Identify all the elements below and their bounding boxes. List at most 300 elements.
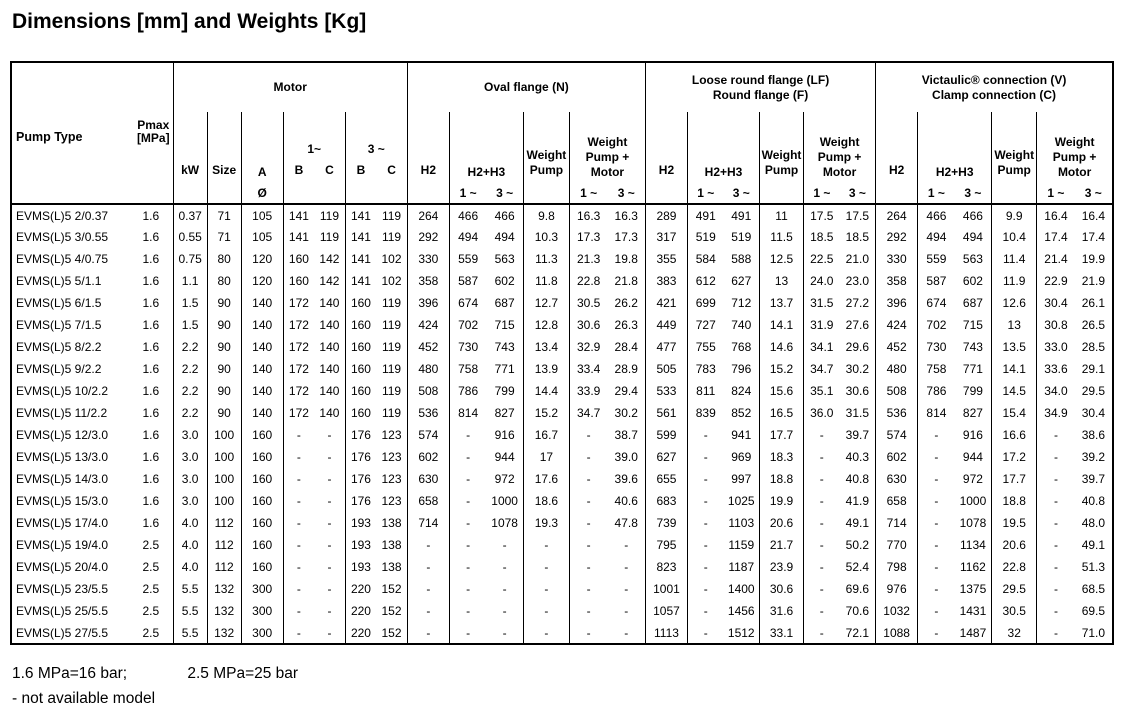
value-cell: 138	[376, 512, 407, 534]
value-cell: 35.1	[810, 384, 834, 398]
value-cell: 587	[926, 274, 947, 288]
value-cell: 1001	[645, 578, 687, 600]
value-cell: 30.2	[607, 402, 645, 424]
value-cell: 30.4	[1044, 296, 1068, 310]
value-cell: 22.9	[1044, 274, 1068, 288]
value-cell: 33.1	[760, 622, 804, 644]
value-cell: 27.6	[840, 314, 876, 336]
value-cell: 141	[350, 252, 371, 266]
value-cell: 599	[645, 424, 687, 446]
value-cell: 119	[376, 358, 407, 380]
value-cell: 1025	[724, 490, 760, 512]
value-cell: 1159	[724, 534, 760, 556]
value-cell: -	[934, 428, 939, 442]
col-header-weight-pump-lf: Weight Pump	[760, 112, 804, 204]
value-cell: 770	[876, 534, 918, 556]
table-row	[11, 380, 1113, 402]
value-cell: 758	[926, 362, 947, 376]
value-cell: 839	[695, 406, 716, 420]
value-cell: -	[934, 538, 939, 552]
value-cell: -	[466, 516, 471, 530]
value-cell: 740	[724, 314, 760, 336]
value-cell: -	[296, 428, 301, 442]
value-cell: -	[523, 556, 569, 578]
value-cell: 22.5	[810, 252, 834, 266]
pump-type-cell: EVMS(L)5 15/3.0	[16, 494, 109, 508]
oval-flange-group-header: Oval flange (N)	[407, 62, 645, 112]
value-cell: -	[586, 625, 591, 640]
value-cell: 602	[955, 270, 992, 292]
value-cell: 494	[955, 226, 992, 248]
value-cell: 799	[955, 380, 992, 402]
value-cell: 1.6	[129, 248, 173, 270]
value-cell: 11.5	[760, 226, 804, 248]
value-cell: -	[819, 428, 824, 442]
value-cell: 140	[314, 402, 345, 424]
value-cell: 220	[350, 604, 371, 618]
value-cell: 40.6	[607, 490, 645, 512]
value-cell: 15.6	[760, 380, 804, 402]
value-cell: 561	[645, 402, 687, 424]
value-cell: 264	[876, 204, 918, 226]
value-cell: 827	[955, 402, 992, 424]
value-cell: 16.3	[607, 204, 645, 226]
value-cell: 702	[926, 318, 947, 332]
pressure-note-25: 2.5 MPa=25 bar	[187, 665, 299, 682]
dash-note: - not available model	[12, 690, 156, 707]
value-cell: 24.0	[810, 274, 834, 288]
value-cell: 4.0	[173, 512, 207, 534]
value-cell: 29.5	[992, 578, 1037, 600]
value-cell: 19.8	[607, 248, 645, 270]
value-cell: 18.3	[760, 446, 804, 468]
value-cell: 160	[350, 406, 371, 420]
loose-round-flange-group-header: Loose round flange (LF) Round flange (F)	[645, 62, 875, 112]
value-cell: 13.9	[523, 358, 569, 380]
value-cell: 17.3	[577, 230, 601, 244]
value-cell: 14.4	[523, 380, 569, 402]
col-header-h2h3-victaulic: H2+H3	[918, 112, 992, 182]
value-cell: 559	[926, 252, 947, 266]
value-cell: 172	[288, 384, 309, 398]
value-cell: 119	[376, 314, 407, 336]
value-cell: 16.3	[569, 204, 607, 226]
col-header-h2h3-oval: H2+H3	[449, 112, 523, 182]
value-cell: 491	[687, 204, 723, 226]
value-cell: 17.4	[1081, 230, 1106, 244]
value-cell: 160	[241, 468, 283, 490]
value-cell: 140	[241, 358, 283, 380]
value-cell: -	[296, 538, 301, 552]
pump-type-cell: EVMS(L)5 9/2.2	[16, 362, 102, 376]
value-cell: 48.0	[1081, 516, 1106, 530]
value-cell: 505	[645, 358, 687, 380]
value-cell: 687	[955, 292, 992, 314]
pressure-note	[12, 661, 1114, 686]
value-cell: 466	[955, 204, 992, 226]
value-cell: 421	[645, 292, 687, 314]
value-cell: 49.1	[840, 512, 876, 534]
value-cell: 15.4	[992, 402, 1037, 424]
value-cell: -	[1053, 560, 1058, 574]
value-cell: 424	[407, 314, 449, 336]
value-cell: 743	[486, 336, 523, 358]
value-cell: 827	[486, 402, 523, 424]
value-cell: 798	[876, 556, 918, 578]
value-cell: -	[296, 582, 301, 596]
value-cell: 630	[407, 468, 449, 490]
value-cell: 730	[458, 340, 479, 354]
value-cell: -	[296, 494, 301, 508]
value-cell: 90	[207, 380, 241, 402]
value-cell: 220	[350, 582, 371, 596]
pump-type-cell: EVMS(L)5 14/3.0	[16, 472, 109, 486]
value-cell: -	[703, 538, 708, 552]
value-cell: 1487	[955, 622, 992, 644]
value-cell: 18.8	[992, 490, 1037, 512]
pump-type-cell: EVMS(L)5 13/3.0	[16, 450, 109, 464]
table-row	[11, 270, 1113, 292]
value-cell: 627	[724, 270, 760, 292]
value-cell: 26.5	[1081, 318, 1106, 332]
value-cell: 69.6	[840, 578, 876, 600]
table-row	[11, 578, 1113, 600]
col-header-h2-victaulic: H2	[876, 112, 918, 204]
subheader-h2h3-phases-lf: 1 ~ 3 ~	[687, 182, 759, 204]
value-cell: -	[703, 604, 708, 618]
value-cell: 29.1	[1081, 362, 1106, 376]
value-cell: 602	[486, 270, 523, 292]
pump-type-cell: EVMS(L)5 7/1.5	[16, 318, 102, 332]
value-cell: 292	[876, 226, 918, 248]
value-cell: 3.0	[173, 468, 207, 490]
value-cell: 1.6	[129, 424, 173, 446]
value-cell: 71.0	[1081, 625, 1106, 640]
value-cell: 814	[458, 406, 479, 420]
value-cell: 22.8	[992, 556, 1037, 578]
value-cell: 140	[241, 336, 283, 358]
value-cell: 21.9	[1081, 274, 1106, 288]
value-cell: 466	[918, 204, 955, 226]
value-cell: -	[703, 516, 708, 530]
pump-type-cell: EVMS(L)5 6/1.5	[16, 296, 102, 310]
value-cell: 12.8	[523, 314, 569, 336]
value-cell: 3.0	[173, 424, 207, 446]
subheader-wpm-phases-lf: 1 ~ 3 ~	[804, 182, 876, 204]
value-cell: -	[466, 604, 471, 618]
value-cell: -	[1053, 428, 1058, 442]
value-cell: 796	[724, 358, 760, 380]
value-cell: -	[934, 472, 939, 486]
value-cell: 2.2	[173, 336, 207, 358]
value-cell: 1078	[955, 512, 992, 534]
value-cell: 39.6	[607, 468, 645, 490]
value-cell: -	[934, 560, 939, 574]
value-cell: 1032	[876, 600, 918, 622]
value-cell: 33.9	[577, 384, 601, 398]
value-cell: 142	[314, 248, 345, 270]
value-cell: 11	[760, 204, 804, 226]
page-title: Dimensions [mm] and Weights [Kg]	[12, 10, 367, 33]
value-cell: 1.5	[173, 292, 207, 314]
table-row	[11, 226, 1113, 248]
value-cell: 799	[486, 380, 523, 402]
value-cell: 71	[207, 204, 241, 226]
value-cell: 1057	[645, 600, 687, 622]
value-cell: 941	[724, 424, 760, 446]
value-cell: 14.6	[760, 336, 804, 358]
value-cell: 21.7	[760, 534, 804, 556]
value-cell: 112	[207, 556, 241, 578]
value-cell: 172	[288, 296, 309, 310]
value-cell: 132	[207, 578, 241, 600]
value-cell: 160	[350, 296, 371, 310]
value-cell: 0.37	[173, 204, 207, 226]
value-cell: 29.4	[607, 380, 645, 402]
value-cell: -	[819, 625, 824, 640]
value-cell: 714	[407, 512, 449, 534]
value-cell: 758	[458, 362, 479, 376]
value-cell: 138	[376, 556, 407, 578]
value-cell: 15.2	[523, 402, 569, 424]
value-cell: 300	[241, 578, 283, 600]
value-cell: -	[314, 556, 345, 578]
value-cell: 90	[207, 402, 241, 424]
value-cell: 123	[376, 490, 407, 512]
value-cell: 771	[486, 358, 523, 380]
value-cell: 466	[449, 204, 486, 226]
value-cell: -	[466, 625, 471, 640]
value-cell: 160	[241, 512, 283, 534]
col-header-bc-1phase: 1~ B C	[283, 112, 345, 204]
value-cell: 160	[288, 274, 309, 288]
three-phase-label: 3 ~	[367, 142, 385, 156]
value-cell: 1.6	[129, 226, 173, 248]
value-cell: 26.2	[607, 292, 645, 314]
value-cell: -	[466, 472, 471, 486]
value-cell: 944	[955, 446, 992, 468]
value-cell: 172	[288, 406, 309, 420]
value-cell: 31.9	[810, 318, 834, 332]
col-header-size: Size	[207, 112, 241, 204]
pump-type-cell: EVMS(L)5 20/4.0	[16, 560, 109, 574]
value-cell: 71	[207, 226, 241, 248]
value-cell: -	[586, 604, 591, 618]
value-cell: -	[314, 600, 345, 622]
value-cell: 1400	[724, 578, 760, 600]
value-cell: 140	[241, 380, 283, 402]
value-cell: 627	[645, 446, 687, 468]
value-cell: 612	[695, 274, 716, 288]
value-cell: 23.0	[840, 270, 876, 292]
value-cell: 452	[407, 336, 449, 358]
value-cell: 26.1	[1081, 296, 1106, 310]
pump-type-cell: EVMS(L)5 3/0.55	[16, 230, 109, 244]
pressure-note-16: 1.6 MPa=16 bar;	[12, 665, 128, 682]
value-cell: 602	[876, 446, 918, 468]
pump-type-cell: EVMS(L)5 10/2.2	[16, 384, 109, 398]
value-cell: 22.8	[577, 274, 601, 288]
value-cell: 160	[241, 534, 283, 556]
value-cell: 47.8	[607, 512, 645, 534]
value-cell: 1.5	[173, 314, 207, 336]
value-cell: 687	[486, 292, 523, 314]
value-cell: -	[819, 582, 824, 596]
value-cell: 100	[207, 424, 241, 446]
value-cell: -	[486, 556, 523, 578]
value-cell: 4.0	[173, 534, 207, 556]
value-cell: -	[703, 625, 708, 640]
value-cell: 13.4	[523, 336, 569, 358]
value-cell: 715	[955, 314, 992, 336]
value-cell: 140	[314, 292, 345, 314]
value-cell: 11.3	[523, 248, 569, 270]
value-cell: 193	[350, 538, 371, 552]
value-cell: 176	[350, 472, 371, 486]
value-cell: 330	[876, 248, 918, 270]
value-cell: 30.4	[1081, 406, 1106, 420]
value-cell: 1.6	[129, 336, 173, 358]
value-cell: 105	[241, 204, 283, 226]
value-cell: 358	[407, 270, 449, 292]
value-cell: -	[703, 428, 708, 442]
value-cell: 80	[207, 248, 241, 270]
pump-type-cell: EVMS(L)5 17/4.0	[16, 516, 109, 530]
value-cell: -	[607, 534, 645, 556]
value-cell: 17.4	[1044, 230, 1068, 244]
value-cell: 771	[955, 358, 992, 380]
value-cell: 1000	[486, 490, 523, 512]
col-header-weight-pump-motor-lf: Weight Pump + Motor	[804, 112, 876, 182]
value-cell: 13	[760, 270, 804, 292]
value-cell: 18.5	[810, 230, 834, 244]
col-header-a: A Ø	[241, 112, 283, 204]
value-cell: 28.9	[607, 358, 645, 380]
value-cell: 396	[407, 292, 449, 314]
table-row	[11, 556, 1113, 578]
value-cell: 23.9	[760, 556, 804, 578]
value-cell: 119	[376, 204, 407, 226]
value-cell: 142	[314, 270, 345, 292]
value-cell: 1.6	[129, 512, 173, 534]
value-cell: 3.0	[173, 446, 207, 468]
value-cell: 160	[241, 446, 283, 468]
value-cell: 132	[207, 622, 241, 644]
table-row	[11, 600, 1113, 622]
value-cell: -	[1053, 582, 1058, 596]
value-cell: 140	[241, 314, 283, 336]
value-cell: 727	[695, 318, 716, 332]
value-cell: 70.6	[840, 600, 876, 622]
value-cell: -	[586, 582, 591, 596]
table-row	[11, 534, 1113, 556]
value-cell: 1088	[876, 622, 918, 644]
value-cell: 160	[350, 384, 371, 398]
value-cell: 141	[288, 230, 309, 244]
value-cell: 19.3	[523, 512, 569, 534]
value-cell: 50.2	[840, 534, 876, 556]
value-cell: 494	[458, 230, 479, 244]
value-cell: 480	[876, 358, 918, 380]
value-cell: -	[1053, 494, 1058, 508]
value-cell: 1078	[486, 512, 523, 534]
value-cell: -	[296, 560, 301, 574]
value-cell: 38.7	[607, 424, 645, 446]
pump-type-cell: EVMS(L)5 27/5.5	[16, 625, 109, 640]
value-cell: 29.6	[840, 336, 876, 358]
table-row	[11, 402, 1113, 424]
value-cell: 160	[241, 556, 283, 578]
value-cell: 1.6	[129, 314, 173, 336]
value-cell: -	[934, 582, 939, 596]
value-cell: 160	[241, 424, 283, 446]
value-cell: 1.1	[173, 270, 207, 292]
value-cell: 494	[486, 226, 523, 248]
value-cell: -	[607, 556, 645, 578]
value-cell: -	[523, 600, 569, 622]
col-header-weight-pump-oval: Weight Pump	[523, 112, 569, 204]
value-cell: 12.6	[992, 292, 1037, 314]
col-header-bc-3phase: 3 ~ B C	[345, 112, 407, 204]
value-cell: 28.4	[607, 336, 645, 358]
value-cell: 715	[486, 314, 523, 336]
value-cell: 2.5	[129, 578, 173, 600]
dimensions-weights-table	[10, 61, 1114, 645]
value-cell: 141	[345, 204, 376, 226]
table-row	[11, 468, 1113, 490]
value-cell: 34.0	[1044, 384, 1068, 398]
value-cell: 1162	[955, 556, 992, 578]
pump-type-cell: EVMS(L)5 25/5.5	[16, 604, 109, 618]
footnotes	[10, 661, 1114, 711]
value-cell: -	[1053, 538, 1058, 552]
value-cell: -	[296, 625, 301, 640]
value-cell: 80	[207, 270, 241, 292]
value-cell: 768	[724, 336, 760, 358]
value-cell: 26.3	[607, 314, 645, 336]
table-body	[11, 204, 1113, 644]
value-cell: 4.0	[173, 556, 207, 578]
value-cell: 655	[645, 468, 687, 490]
value-cell: 90	[207, 292, 241, 314]
value-cell: -	[486, 600, 523, 622]
value-cell: 14.1	[760, 314, 804, 336]
value-cell: 112	[207, 512, 241, 534]
value-cell: 21.0	[840, 248, 876, 270]
value-cell: 152	[376, 600, 407, 622]
value-cell: 16.6	[992, 424, 1037, 446]
value-cell: 17	[523, 446, 569, 468]
value-cell: 17.5	[804, 204, 840, 226]
value-cell: 40.8	[1081, 494, 1106, 508]
value-cell: 587	[458, 274, 479, 288]
value-cell: 602	[407, 446, 449, 468]
value-cell: -	[296, 472, 301, 486]
value-cell: 300	[241, 622, 283, 644]
value-cell: 140	[314, 336, 345, 358]
pump-type-cell: EVMS(L)5 12/3.0	[16, 428, 109, 442]
value-cell: 2.2	[173, 380, 207, 402]
value-cell: 674	[926, 296, 947, 310]
value-cell: 30.6	[840, 380, 876, 402]
value-cell: 574	[407, 424, 449, 446]
value-cell: -	[523, 578, 569, 600]
value-cell: -	[486, 534, 523, 556]
value-cell: 39.2	[1081, 450, 1106, 464]
pump-type-cell: EVMS(L)5 5/1.1	[16, 274, 102, 288]
pump-type-cell: EVMS(L)5 23/5.5	[16, 582, 109, 596]
value-cell: -	[466, 494, 471, 508]
